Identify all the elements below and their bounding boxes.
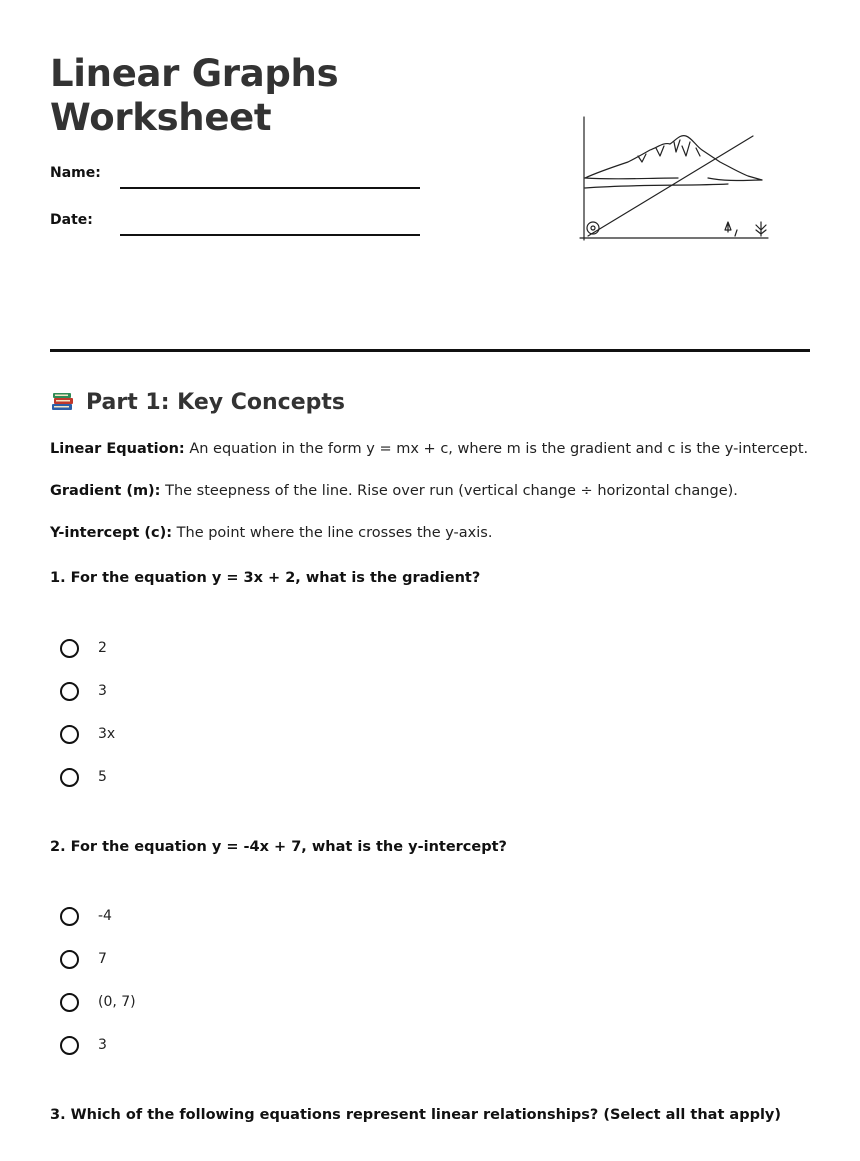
section-divider	[50, 349, 810, 352]
radio-button[interactable]	[60, 950, 79, 969]
worksheet-title	[50, 52, 338, 140]
q1-option-2[interactable]	[60, 679, 107, 703]
date-line[interactable]	[120, 234, 420, 236]
option-label: 3	[98, 683, 107, 699]
option-label: 2	[98, 640, 107, 656]
part-1-heading-text: Part 1: Key Concepts	[86, 389, 345, 415]
q2-option-3[interactable]	[60, 990, 136, 1014]
mountain-graph-sketch-icon	[578, 112, 772, 244]
title-line-2: Worksheet	[50, 96, 272, 139]
concept-y-intercept	[50, 525, 492, 541]
date-label: Date:	[50, 212, 93, 228]
q1-option-3[interactable]	[60, 722, 115, 746]
option-label: 7	[98, 951, 107, 967]
radio-button[interactable]	[60, 993, 79, 1012]
radio-button[interactable]	[60, 682, 79, 701]
question-1: 1. For the equation y = 3x + 2, what is the gradient?	[50, 570, 481, 586]
option-label: (0, 7)	[98, 994, 136, 1010]
option-label: 3	[98, 1037, 107, 1053]
concept-definition: The point where the line crosses the y-axis.	[172, 525, 493, 541]
concept-term: Linear Equation:	[50, 441, 185, 457]
concept-linear-equation	[50, 441, 808, 457]
option-label: 5	[98, 769, 107, 785]
option-label: 3x	[98, 726, 116, 742]
question-3: 3. Which of the following equations represent linear relationships? (Select all that apply)	[50, 1107, 782, 1123]
title-line-1: Linear Graphs	[50, 52, 339, 95]
concept-definition: The steepness of the line. Rise over run (vertical change ÷ horizontal change).	[160, 483, 738, 499]
radio-button[interactable]	[60, 907, 79, 926]
name-label: Name:	[50, 165, 101, 181]
radio-button[interactable]	[60, 768, 79, 787]
q2-option-1[interactable]	[60, 904, 112, 928]
q1-option-4[interactable]	[60, 765, 107, 789]
question-2: 2. For the equation y = -4x + 7, what is the y-intercept?	[50, 839, 507, 855]
concept-gradient	[50, 483, 738, 499]
part-1-heading	[50, 389, 345, 415]
q2-option-4[interactable]	[60, 1033, 107, 1057]
q1-option-1[interactable]	[60, 636, 107, 660]
concept-term: Y-intercept (c):	[50, 525, 173, 541]
q2-option-2[interactable]	[60, 947, 107, 971]
radio-button[interactable]	[60, 1036, 79, 1055]
concept-definition: An equation in the form y = mx + c, where m is the gradient and c is the y-intercept.	[184, 441, 809, 457]
books-icon	[50, 389, 76, 415]
concept-term: Gradient (m):	[50, 483, 161, 499]
radio-button[interactable]	[60, 725, 79, 744]
name-line[interactable]	[120, 187, 420, 189]
radio-button[interactable]	[60, 639, 79, 658]
option-label: -4	[98, 908, 112, 924]
